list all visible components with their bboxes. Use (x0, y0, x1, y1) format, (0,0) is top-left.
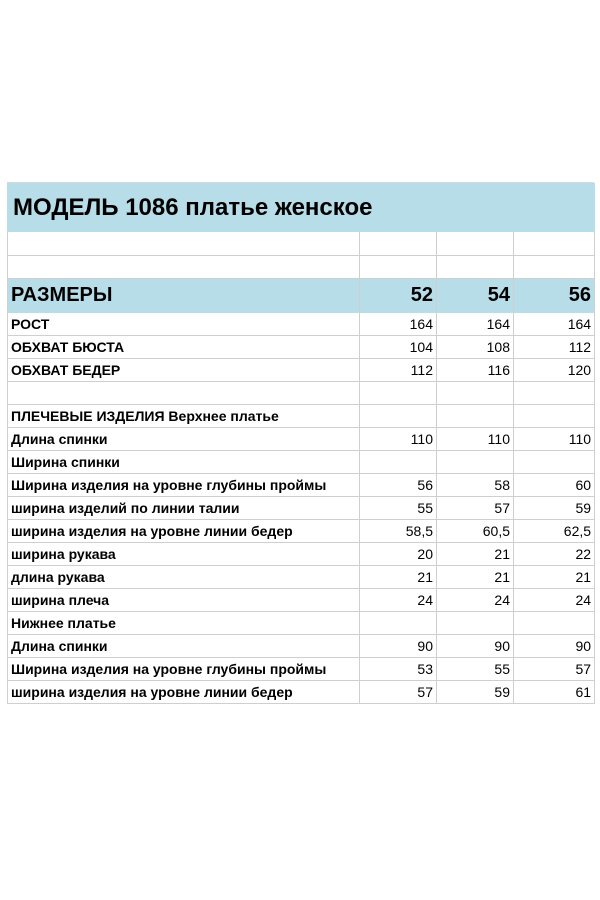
sheet-title: МОДЕЛЬ 1086 платье женское (8, 184, 595, 232)
row-label[interactable]: Ширина изделия на уровне глубины проймы (8, 658, 360, 681)
row-value[interactable] (360, 451, 437, 474)
row-value[interactable]: 57 (360, 681, 437, 704)
row-value[interactable]: 24 (360, 589, 437, 612)
row-value[interactable]: 57 (514, 658, 595, 681)
cell[interactable] (437, 256, 514, 279)
row-label[interactable]: ОБХВАТ БЕДЕР (8, 359, 360, 382)
row-value[interactable] (360, 405, 437, 428)
row-value[interactable] (514, 612, 595, 635)
blank-row (8, 232, 595, 256)
row-label[interactable]: Длина спинки (8, 428, 360, 451)
row-value[interactable]: 53 (360, 658, 437, 681)
row-label[interactable]: ширина плеча (8, 589, 360, 612)
size-52: 52 (360, 279, 437, 313)
row-value[interactable] (437, 612, 514, 635)
row-value[interactable]: 112 (360, 359, 437, 382)
row-label[interactable]: Длина спинки (8, 635, 360, 658)
table-row (8, 382, 595, 405)
table-row (8, 451, 595, 474)
row-value[interactable]: 24 (437, 589, 514, 612)
row-value[interactable]: 21 (360, 566, 437, 589)
row-value[interactable]: 61 (514, 681, 595, 704)
row-label[interactable]: ширина изделия на уровне линии бедер (8, 520, 360, 543)
row-label[interactable]: длина рукава (8, 566, 360, 589)
size-table (7, 183, 595, 704)
row-value[interactable]: 112 (514, 336, 595, 359)
row-value[interactable]: 108 (437, 336, 514, 359)
table-row (8, 359, 595, 382)
table-row (8, 658, 595, 681)
table-row (8, 681, 595, 704)
row-value[interactable]: 164 (514, 313, 595, 336)
row-value[interactable]: 104 (360, 336, 437, 359)
row-label[interactable] (8, 382, 360, 405)
table-row (8, 428, 595, 451)
row-label[interactable]: Нижнее платье (8, 612, 360, 635)
row-value[interactable]: 21 (514, 566, 595, 589)
row-value[interactable]: 56 (360, 474, 437, 497)
cell[interactable] (360, 232, 437, 256)
table-row (8, 612, 595, 635)
table-row (8, 566, 595, 589)
row-value[interactable]: 90 (360, 635, 437, 658)
row-label[interactable]: ширина изделий по линии талии (8, 497, 360, 520)
row-label[interactable]: Ширина изделия на уровне глубины проймы (8, 474, 360, 497)
table-row (8, 497, 595, 520)
cell[interactable] (8, 232, 360, 256)
cell[interactable] (8, 256, 360, 279)
row-value[interactable] (514, 382, 595, 405)
table-row (8, 520, 595, 543)
row-value[interactable]: 62,5 (514, 520, 595, 543)
table-row (8, 635, 595, 658)
table-row (8, 474, 595, 497)
blank-row (8, 256, 595, 279)
row-value[interactable]: 57 (437, 497, 514, 520)
cell[interactable] (514, 232, 595, 256)
row-value[interactable]: 55 (437, 658, 514, 681)
row-label[interactable]: ОБХВАТ БЮСТА (8, 336, 360, 359)
spreadsheet (7, 183, 594, 713)
row-value[interactable] (514, 405, 595, 428)
row-value[interactable] (360, 382, 437, 405)
cell[interactable] (360, 256, 437, 279)
row-value[interactable] (514, 451, 595, 474)
table-row (8, 313, 595, 336)
row-value[interactable]: 120 (514, 359, 595, 382)
row-value[interactable] (437, 405, 514, 428)
row-value[interactable]: 90 (514, 635, 595, 658)
row-label[interactable]: ширина рукава (8, 543, 360, 566)
row-value[interactable]: 90 (437, 635, 514, 658)
cell[interactable] (514, 256, 595, 279)
row-value[interactable]: 58,5 (360, 520, 437, 543)
row-value[interactable] (437, 382, 514, 405)
row-label[interactable]: Ширина спинки (8, 451, 360, 474)
row-value[interactable]: 164 (360, 313, 437, 336)
row-label[interactable]: РОСТ (8, 313, 360, 336)
table-row (8, 589, 595, 612)
row-value[interactable]: 24 (514, 589, 595, 612)
row-label[interactable]: ширина изделия на уровне линии бедер (8, 681, 360, 704)
row-value[interactable] (360, 612, 437, 635)
table-row (8, 336, 595, 359)
size-54: 54 (437, 279, 514, 313)
row-value[interactable]: 55 (360, 497, 437, 520)
table-row (8, 543, 595, 566)
row-value[interactable]: 116 (437, 359, 514, 382)
row-value[interactable]: 58 (437, 474, 514, 497)
row-value[interactable]: 59 (514, 497, 595, 520)
row-value[interactable]: 110 (514, 428, 595, 451)
row-value[interactable]: 59 (437, 681, 514, 704)
row-value[interactable]: 60,5 (437, 520, 514, 543)
title-row (8, 184, 595, 232)
cell[interactable] (437, 232, 514, 256)
sizes-header-row (8, 279, 595, 313)
row-value[interactable]: 110 (437, 428, 514, 451)
sizes-label: РАЗМЕРЫ (8, 279, 360, 313)
row-value[interactable]: 20 (360, 543, 437, 566)
row-value[interactable]: 21 (437, 543, 514, 566)
size-56: 56 (514, 279, 595, 313)
row-value[interactable]: 60 (514, 474, 595, 497)
row-value[interactable]: 22 (514, 543, 595, 566)
row-value[interactable]: 110 (360, 428, 437, 451)
table-row (8, 405, 595, 428)
row-value[interactable]: 21 (437, 566, 514, 589)
row-label[interactable]: ПЛЕЧЕВЫЕ ИЗДЕЛИЯ Верхнее платье (8, 405, 360, 428)
row-value[interactable] (437, 451, 514, 474)
row-value[interactable]: 164 (437, 313, 514, 336)
